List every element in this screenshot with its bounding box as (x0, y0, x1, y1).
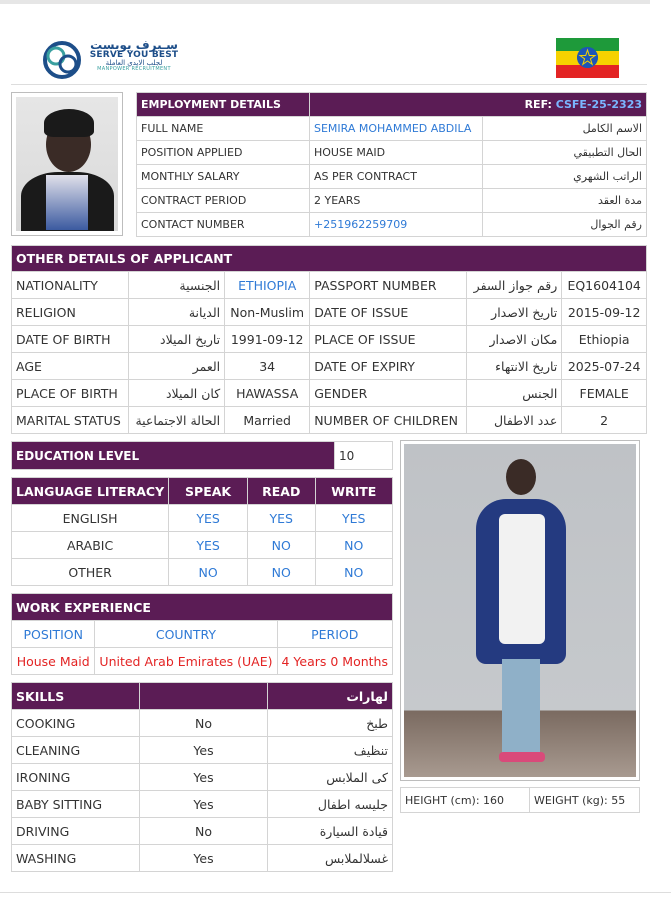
skill-name: COOKING (12, 710, 140, 737)
table-row (137, 117, 647, 141)
skill-name-ar: تنظيف (268, 737, 393, 764)
speak-value: NO (169, 559, 248, 586)
brand-name-en: SERVE YOU BEST (89, 50, 179, 60)
work-period-value: 4 Years 0 Months (277, 648, 393, 675)
country-header: COUNTRY (95, 621, 277, 648)
period-header: PERIOD (277, 621, 393, 648)
row-label: PLACE OF ISSUE (310, 326, 467, 353)
skill-name-ar: طبخ (268, 710, 393, 737)
ethiopia-flag-icon (556, 38, 619, 78)
language-literacy-table (11, 477, 393, 586)
skill-name: DRIVING (12, 818, 140, 845)
employment-heading: EMPLOYMENT DETAILS (137, 93, 310, 117)
write-value: NO (315, 559, 392, 586)
table-row (12, 272, 647, 299)
row-label: MARITAL STATUS (12, 407, 129, 434)
row-label: POSITION APPLIED (137, 141, 310, 165)
work-position-value: House Maid (12, 648, 95, 675)
table-row (137, 189, 647, 213)
other-details-table (11, 245, 647, 434)
row-label-ar: الراتب الشهري (483, 165, 647, 189)
table-row (12, 326, 647, 353)
number-of-children-value: 2 (562, 407, 647, 434)
marital-status-value: Married (225, 407, 310, 434)
row-label: AGE (12, 353, 129, 380)
measurements-table (400, 787, 640, 813)
row-label-ar: الجنس (467, 380, 562, 407)
skill-value: Yes (140, 845, 268, 872)
table-row (12, 845, 393, 872)
row-label: DATE OF EXPIRY (310, 353, 467, 380)
top-bar (0, 0, 650, 4)
date-of-expiry-value: 2025-07-24 (562, 353, 647, 380)
salary-value: AS PER CONTRACT (310, 165, 483, 189)
row-label-ar: الديانة (128, 299, 224, 326)
table-row (12, 380, 647, 407)
other-details-heading: OTHER DETAILS OF APPLICANT (12, 246, 647, 272)
row-label: DATE OF BIRTH (12, 326, 129, 353)
write-value: NO (315, 532, 392, 559)
employment-details-table (136, 92, 647, 237)
language-name: ENGLISH (12, 505, 169, 532)
skill-name-ar: قيادة السيارة (268, 818, 393, 845)
table-row (12, 532, 393, 559)
row-label-ar: الحال التطبيقي (483, 141, 647, 165)
skill-name: CLEANING (12, 737, 140, 764)
row-label-ar: الاسم الكامل (483, 117, 647, 141)
row-label-ar: العمر (128, 353, 224, 380)
weight-value: WEIGHT (kg): 55 (530, 788, 640, 813)
language-header: LANGUAGE LITERACY (12, 478, 169, 505)
table-row (12, 299, 647, 326)
age-value: 34 (225, 353, 310, 380)
row-label-ar: الحالة الاجتماعية (128, 407, 224, 434)
brand-name-ar: سـيرف يوبست (90, 38, 178, 52)
work-experience-table (11, 593, 393, 675)
row-label-ar: تاريخ الاصدار (467, 299, 562, 326)
brand-tagline-ar: لجلب الايدي العاملة (105, 59, 163, 67)
row-label: NUMBER OF CHILDREN (310, 407, 467, 434)
read-value: NO (247, 532, 315, 559)
work-country-value: United Arab Emirates (UAE) (95, 648, 277, 675)
skill-name: BABY SITTING (12, 791, 140, 818)
table-row (12, 764, 393, 791)
page-divider (0, 892, 671, 893)
skill-name: WASHING (12, 845, 140, 872)
read-header: READ (247, 478, 315, 505)
language-name: OTHER (12, 559, 169, 586)
ref-cell (310, 93, 647, 117)
logo-emblem-icon (42, 39, 82, 81)
applicant-portrait (11, 92, 123, 236)
passport-number-value: EQ1604104 (562, 272, 647, 299)
skills-heading-ar: لهارات (268, 683, 393, 710)
speak-value: YES (169, 532, 248, 559)
ref-value: CSFE-25-2323 (555, 98, 642, 111)
position-value: HOUSE MAID (310, 141, 483, 165)
table-row (12, 737, 393, 764)
row-label: PASSPORT NUMBER (310, 272, 467, 299)
position-header: POSITION (12, 621, 95, 648)
row-label: RELIGION (12, 299, 129, 326)
row-label-ar: عدد الاطفال (467, 407, 562, 434)
skill-name: IRONING (12, 764, 140, 791)
row-label-ar: مدة العقد (483, 189, 647, 213)
skill-name-ar: جليسه اطفال (268, 791, 393, 818)
skill-value: Yes (140, 737, 268, 764)
brand-tagline-en: MANPOWER RECRUITMENT (97, 66, 171, 72)
education-label: EDUCATION LEVEL (12, 442, 335, 470)
nationality-value: ETHIOPIA (225, 272, 310, 299)
full-name-value: SEMIRA MOHAMMED ABDILA (310, 117, 483, 141)
table-row (12, 791, 393, 818)
table-row (12, 818, 393, 845)
read-value: NO (247, 559, 315, 586)
row-label-ar: رقم الجوال (483, 213, 647, 237)
speak-value: YES (169, 505, 248, 532)
skill-name-ar: كى الملابس (268, 764, 393, 791)
applicant-full-body-photo (400, 440, 640, 781)
table-row (12, 710, 393, 737)
table-row (12, 353, 647, 380)
gender-value: FEMALE (562, 380, 647, 407)
skills-heading: SKILLS (12, 683, 140, 710)
row-label: PLACE OF BIRTH (12, 380, 129, 407)
skill-value: Yes (140, 791, 268, 818)
language-name: ARABIC (12, 532, 169, 559)
table-row (137, 213, 647, 237)
row-label: DATE OF ISSUE (310, 299, 467, 326)
religion-value: Non-Muslim (225, 299, 310, 326)
row-label-ar: تاريخ الميلاد (128, 326, 224, 353)
skill-name-ar: غسلالملابس (268, 845, 393, 872)
contact-number-link[interactable]: +251962259709 (310, 213, 483, 237)
education-value: 10 (335, 442, 393, 470)
write-value: YES (315, 505, 392, 532)
table-row (12, 559, 393, 586)
company-logo (42, 38, 179, 83)
table-row (12, 621, 393, 648)
table-row (12, 648, 393, 675)
row-label-ar: الجنسية (128, 272, 224, 299)
skill-value: Yes (140, 764, 268, 791)
table-row (12, 505, 393, 532)
row-label-ar: تاريخ الانتهاء (467, 353, 562, 380)
table-row (137, 165, 647, 189)
speak-header: SPEAK (169, 478, 248, 505)
skills-heading-spacer (140, 683, 268, 710)
row-label-ar: كان الميلاد (128, 380, 224, 407)
date-of-birth-value: 1991-09-12 (225, 326, 310, 353)
contract-period-value: 2 YEARS (310, 189, 483, 213)
skill-value: No (140, 818, 268, 845)
row-label: MONTHLY SALARY (137, 165, 310, 189)
education-table (11, 441, 393, 470)
skill-value: No (140, 710, 268, 737)
row-label: GENDER (310, 380, 467, 407)
read-value: YES (247, 505, 315, 532)
date-of-issue-value: 2015-09-12 (562, 299, 647, 326)
row-label: CONTACT NUMBER (137, 213, 310, 237)
place-of-issue-value: Ethiopia (562, 326, 647, 353)
write-header: WRITE (315, 478, 392, 505)
row-label: FULL NAME (137, 117, 310, 141)
row-label-ar: رقم جواز السفر (467, 272, 562, 299)
height-value: HEIGHT (cm): 160 (401, 788, 530, 813)
ref-label: REF: (524, 98, 552, 111)
row-label: CONTRACT PERIOD (137, 189, 310, 213)
place-of-birth-value: HAWASSA (225, 380, 310, 407)
row-label-ar: مكان الاصدار (467, 326, 562, 353)
table-row (12, 407, 647, 434)
table-row (137, 141, 647, 165)
work-experience-heading: WORK EXPERIENCE (12, 594, 393, 621)
row-label: NATIONALITY (12, 272, 129, 299)
skills-table (11, 682, 393, 872)
